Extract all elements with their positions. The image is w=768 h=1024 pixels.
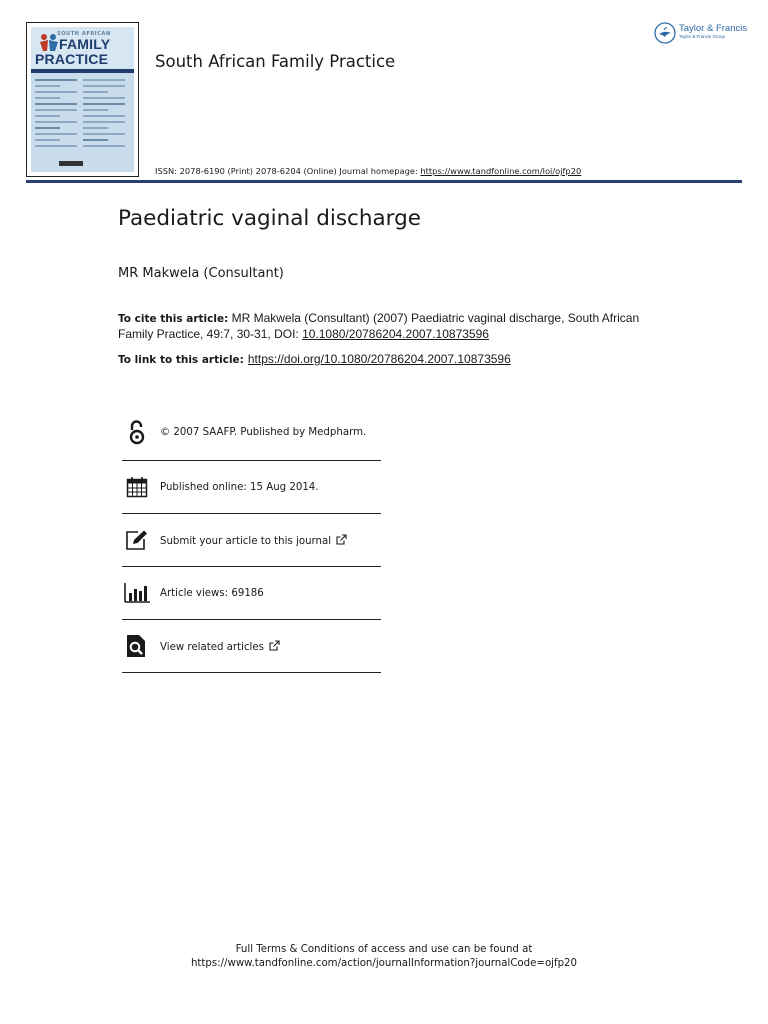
cover-title-line2: PRACTICE bbox=[35, 51, 109, 67]
cover-contents-left bbox=[35, 79, 77, 151]
calendar-icon bbox=[122, 472, 152, 502]
issn-line bbox=[155, 166, 581, 176]
published-date-text: Published online: 15 Aug 2014. bbox=[160, 481, 319, 493]
citation-label: To cite this article: bbox=[118, 313, 229, 325]
issn-text: ISSN: 2078-6190 (Print) 2078-6204 (Online) Journal homepage: bbox=[155, 166, 421, 176]
terms-footer-line1: Full Terms & Conditions of access and use can be found at bbox=[235, 944, 533, 955]
related-articles-link[interactable]: View related articles bbox=[160, 640, 280, 653]
license-text: © 2007 SAAFP. Published by Medpharm. bbox=[160, 426, 367, 438]
article-info-list bbox=[122, 404, 381, 673]
article-views-text: Article views: 69186 bbox=[160, 587, 264, 599]
article-author: MR Makwela (Consultant) bbox=[118, 266, 284, 281]
article-title: Paediatric vaginal discharge bbox=[118, 206, 422, 231]
cover-contents-right bbox=[83, 79, 125, 151]
views-row bbox=[122, 567, 381, 620]
article-link-label: To link to this article: bbox=[118, 354, 244, 366]
journal-homepage-link[interactable]: https://www.tandfonline.com/loi/ojfp20 bbox=[420, 166, 582, 176]
publisher-logo[interactable] bbox=[654, 22, 747, 44]
journal-name[interactable]: South African Family Practice bbox=[155, 52, 396, 71]
cover-publisher-logo bbox=[59, 161, 83, 166]
cover-subtitle: SOUTH AFRICAN bbox=[57, 31, 111, 37]
license-row bbox=[122, 404, 381, 461]
header-divider bbox=[26, 180, 742, 183]
cover-artwork bbox=[31, 27, 134, 172]
citation-doi-link[interactable]: 10.1080/20786204.2007.10873596 bbox=[302, 327, 489, 341]
related-articles-icon bbox=[122, 631, 152, 661]
terms-footer bbox=[0, 943, 768, 971]
article-link-block bbox=[118, 352, 511, 366]
external-link-icon bbox=[269, 640, 280, 651]
published-row bbox=[122, 461, 381, 514]
bar-chart-icon bbox=[122, 578, 152, 608]
publisher-group: Taylor & Francis Group bbox=[679, 34, 726, 39]
external-link-icon bbox=[336, 534, 347, 545]
edit-icon bbox=[122, 525, 152, 555]
submit-article-link[interactable]: Submit your article to this journal bbox=[160, 534, 347, 547]
taylor-francis-lamp-icon bbox=[654, 22, 676, 44]
publisher-name: Taylor & Francis bbox=[679, 23, 748, 34]
journal-cover-thumbnail bbox=[26, 22, 139, 177]
cover-title-line1: FAMILY bbox=[59, 36, 111, 52]
open-access-icon bbox=[122, 417, 152, 447]
citation-block bbox=[118, 311, 658, 342]
citation-text: MR Makwela (Consultant) (2007) Paediatric vaginal discharge, South African Family Practice, 49:7, 30-31, DOI: bbox=[118, 311, 640, 341]
related-row[interactable] bbox=[122, 620, 381, 673]
terms-footer-url[interactable]: https://www.tandfonline.com/action/journalInformation?journalCode=ojfp20 bbox=[190, 958, 578, 969]
submit-row[interactable] bbox=[122, 514, 381, 567]
article-doi-url[interactable]: https://doi.org/10.1080/20786204.2007.10873596 bbox=[247, 352, 511, 366]
